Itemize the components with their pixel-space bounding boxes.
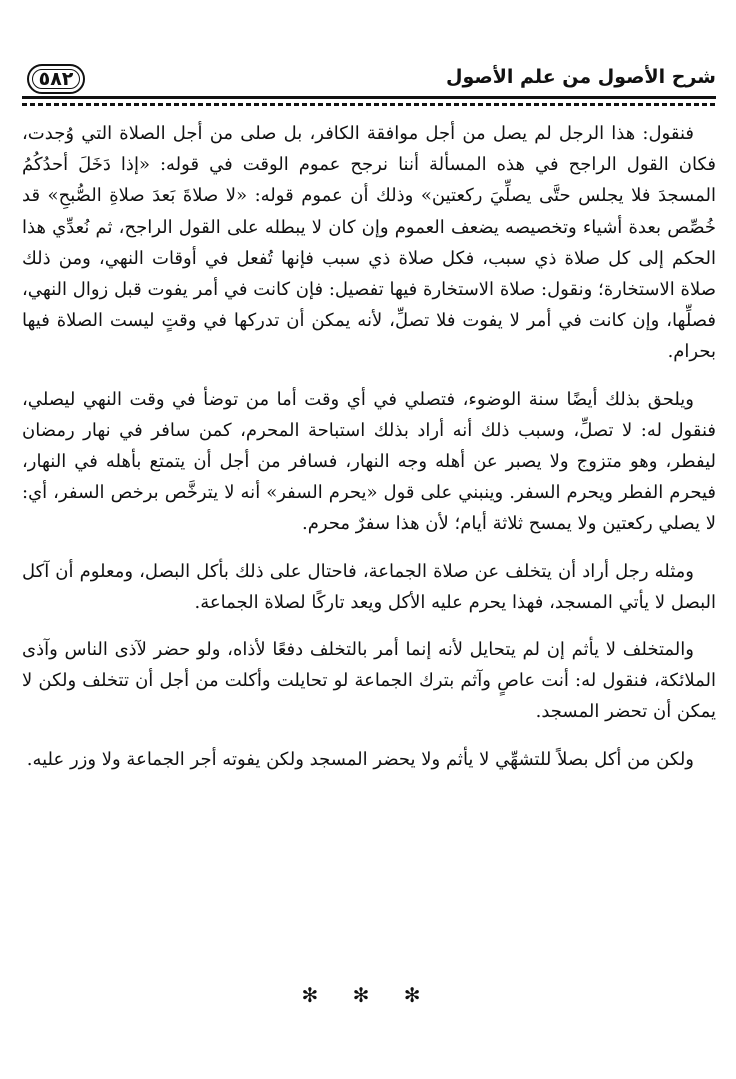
page-number-badge xyxy=(27,64,85,94)
paragraph: ولكن من أكل بصلاً للتشهِّي لا يأثم ولا يحضر المسجد ولكن يفوته أجر الجماعة ولا وزر عليه. xyxy=(26,748,694,770)
paragraph: ومثله رجل أراد أن يتخلف عن صلاة الجماعة، فاحتال على ذلك بأكل البصل، ومعلوم أن آكل البصل لا يأتي المسجد، فهذا يحرم عليه الأكل ويعد تاركًا لصلاة الجماعة. xyxy=(22,560,716,613)
paragraph: فنقول: هذا الرجل لم يصل من أجل موافقة الكافر، بل صلى من أجل الصلاة التي وُجدت، فكان القول الراجح في هذه المسألة أننا نرجح عموم الوقت في قوله: «إذا دَخَلَ أحدُكُمُ المسجدَ فلا يجلس حتَّى يصلِّيَ ركعتين» وذلك أن عموم قوله: «لا صلاةَ بَعدَ صلاةِ الصُّبحِ» قد خُصِّص بعدة أشياء وتخصيصه يضعف العموم وإن كان لا يبطله على القول الراجح، ثم نُعدِّي هذا الحكم إلى كل صلاة ذي سبب، فكل صلاة ذي سبب فإنها تُفعل في أوقات النهي، ومن ذلك صلاة الاستخارة؛ ونقول: صلاة الاستخارة فيها تفصيل: فإن كانت في أمر يفوت قبل زوال النهي، فصلِّها، وإن كانت في أمر لا يفوت فلا تصلِّ، لأنه يمكن أن تدركها في وقتٍ ليست الصلاة فيها بحرام. xyxy=(22,123,716,363)
book-title: شرح الأصول من علم الأصول xyxy=(446,66,716,88)
header-dashed-rule xyxy=(22,103,716,106)
section-separator: ✻ ✻ ✻ xyxy=(301,983,435,1007)
page-number: ٥٨٢ xyxy=(38,68,74,90)
paragraph: والمتخلف لا يأثم إن لم يتحايل لأنه إنما أمر بالتخلف دفعًا لأذاه، ولو حضر لآذى الناس وآذى الملائكة، فنقول له: أنت عاصٍ وآثم بترك الجماعة لو تحايلت وأكلت من أجل أن تتخلف ولكن لا يمكن أن تحضر المسجد. xyxy=(22,639,716,723)
header-rule xyxy=(22,96,716,99)
paragraph: ويلحق بذلك أيضًا سنة الوضوء، فتصلي في أي وقت أما من توضأ في وقت النهي ليصلي، فنقول له: لا تصلِّ، وسبب ذلك أنه أراد بذلك استباحة المحرم، كمن سافر في نهار رمضان ليفطر، وهو متزوج ولا يصبر عن أهله وجه النهار، فسافر من أجل أن يتمتع بأهله في النهار، فيحرم الفطر ويحرم السفر. وينبني على قول «يحرم السفر» أنه لا يترخَّص برخص السفر، أي: لا يصلي ركعتين ولا يمسح ثلاثة أيام؛ لأن هذا سفرٌ محرم. xyxy=(22,388,716,535)
page-body xyxy=(22,118,716,791)
